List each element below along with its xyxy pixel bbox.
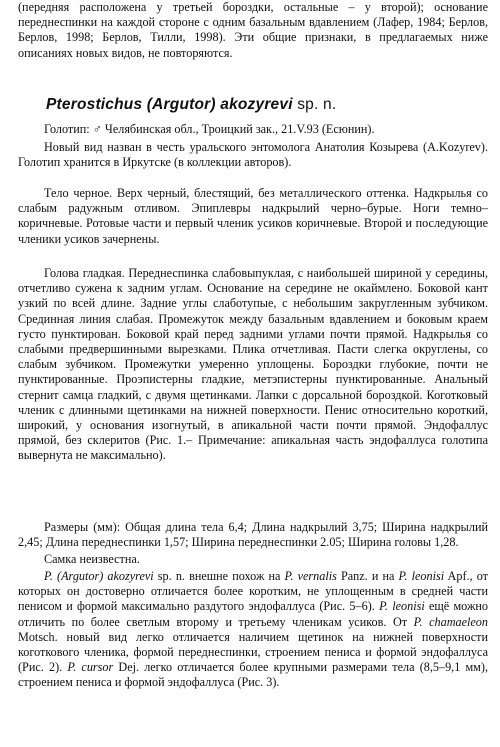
taxon-name: P. vernalis — [284, 569, 337, 583]
etymology-paragraph: Новый вид назван в честь уральского энтомолога Анатолия Козырева (A.Kozyrev). Голотип хранится в Иркутске (в коллекции авторов). — [18, 140, 488, 170]
diagnosis-text: Motsch. новый вид легко отличается наличием щетинок на нижней поверхности коготкового членика, формой переднеспинки, строением пениса и формой эндофаллуса (Рис. 2). — [18, 629, 488, 675]
taxon-name: P. chamaeleon — [413, 614, 488, 629]
taxon-name: P. leonisi — [379, 599, 425, 614]
diagnosis-text: Panz. и на — [336, 569, 399, 583]
diagnosis-text: Apf., от которых он достоверно отличается более коротким, не уплощенным в средней части пенисом и формой максимально раздутого эндофаллуса (Рис. 5–6). — [18, 569, 488, 614]
diagnosis-paragraph — [18, 569, 488, 691]
species-name: Pterostichus (Argutor) akozyrevi — [46, 96, 293, 113]
taxon-name: P. leonisi — [398, 569, 445, 583]
diagnosis-text: ещё можно отличить по более светлым второму и третьему членикам усиков. От — [18, 599, 488, 629]
taxon-name: P. cursor — [67, 660, 114, 675]
measurements-paragraph: Размеры (мм): Общая длина тела 6,4; Длина надкрылий 3,75; Ширина надкрылий 2,45; Длина переднеспинки 1,57; Ширина переднеспинки 2.05; Ширина головы 1,28. — [18, 520, 488, 550]
species-heading — [46, 96, 336, 114]
diagnosis-text: sp. n. внешне похож на — [153, 569, 285, 583]
intro-paragraph: (передняя расположена у третьей бороздки, остальные – у второй); основание переднеспинки на каждой стороне с одним базальным вдавлением (Лафер, 1984; Берлов, Берлов, 1998; Берлов, Тилли, 1998). Эти общие признаки, в предлагаемых ниже описаниях новых видов, не повторяются. — [18, 0, 488, 60]
description-paragraph: Голова гладкая. Переднеспинка слабовыпуклая, с наибольшей шириной у середины, отчетливо сужена к задним углам. Основание на середине не окаймлено. Боковой кант узкий по всей длине. Задние углы слаботупые, с небольшим закругленным зубчиком. Срединная линия слабая. Промежуток между базальным вдавлением и боковым краем густо пунктирован. Боковой край перед задними углами почти прямой. Надкрылья со слабыми предвершинными вырезками. Плика отчетливая. Пасти слегка округлены, со слабым зубчиком. Промежутки умеренно уплощены. Бороздки глубокие, почти не пунктированные. Проэпистерны гладкие, метэпистерны пунктированные. Анальный стернит самца гладкий, с двумя щетинками. Лапки с дорсальной бороздкой. Коготковый членик с длинными щетинками на нижней поверхности. Пенис относительно короткий, широкий, у основания изогнутый, в апикальной части почти прямой. Эндофаллус прямой, без склеритов (Рис. 1.– Примечание: апикальная часть эндофаллуса голотипа вывернута не максимально). — [18, 266, 488, 463]
coloration-paragraph: Тело черное. Верх черный, блестящий, без металлического оттенка. Надкрылья со слабым радужным отливом. Эпиплевры надкрылий черно–бурые. Ноги темно–коричневые. Ротовые части и первый членик усиков коричневые. Второй и последующие членики усиков зачернены. — [18, 186, 488, 246]
diagnosis-text: Dej. легко отличается более крупными размерами тела (8,5–9,1 мм), строением пениса и формой эндофаллуса (Рис. 3). — [18, 660, 488, 690]
species-status: sp. n. — [297, 96, 337, 113]
taxon-name: P. (Argutor) akozyrevi — [44, 569, 154, 583]
female-note: Самка неизвестна. — [44, 552, 140, 566]
holotype-paragraph: Голотип: ♂ Челябинская обл., Троицкий зак., 21.V.93 (Есюнин). — [44, 122, 375, 136]
